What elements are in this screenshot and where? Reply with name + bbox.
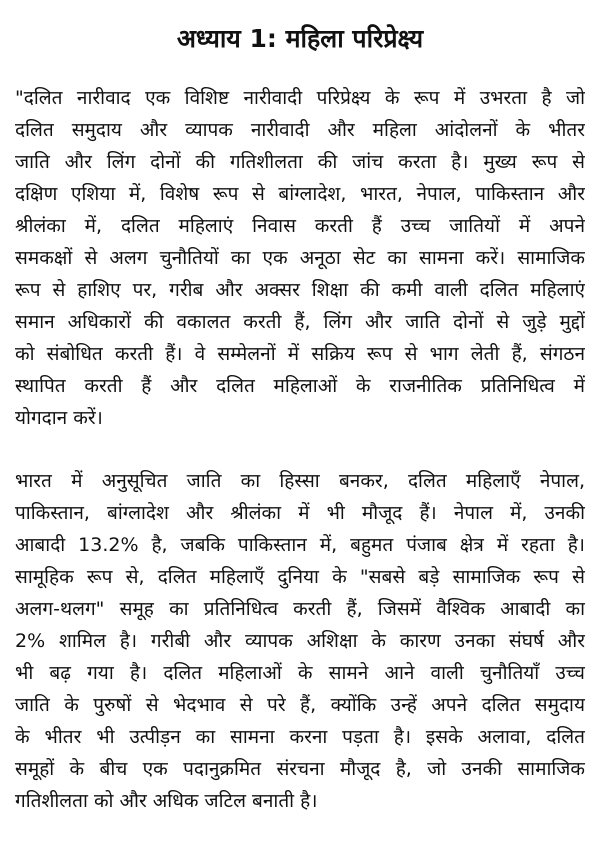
text-line: जाति के पुरुषों से भेदभाव से परे हैं, क्योंकि उन्हें अपने दलित समुदाय	[15, 694, 585, 716]
paragraph-2	[15, 465, 585, 817]
chapter-title: अध्याय 1: महिला परिप्रेक्ष्य	[176, 23, 424, 53]
text-line: "दलित नारीवाद एक विशिष्ट नारीवादी परिप्रेक्ष्य के रूप में उभरता है जो	[15, 87, 585, 109]
text-line: पाकिस्तान, बांग्लादेश और श्रीलंका में भी मौजूद हैं। नेपाल में, उनकी	[15, 502, 585, 524]
text-line: रूप से हाशिए पर, गरीब और अक्सर शिक्षा की कमी वाली दलित महिलाएं	[15, 279, 585, 301]
text-line: योगदान करें।	[15, 407, 103, 429]
text-line: समान अधिकारों की वकालत करती हैं, लिंग और जाति दोनों से जुड़े मुद्दों	[15, 311, 585, 333]
text-line: समूहों के बीच एक पदानुक्रमित संरचना मौजूद है, जो उनकी सामाजिक	[15, 758, 585, 780]
text-line: दक्षिण एशिया में, विशेष रूप से बांग्लादेश, भारत, नेपाल, पाकिस्तान और	[15, 183, 585, 205]
text-line: अलग-थलग" समूह का प्रतिनिधित्व करती हैं, जिसमें वैश्विक आबादी का	[15, 598, 585, 620]
text-line: सामूहिक रूप से, दलित महिलाएँ दुनिया के "सबसे बड़े सामाजिक रूप से	[15, 566, 585, 588]
text-line: भारत में अनुसूचित जाति का हिस्सा बनकर, दलित महिलाएँ नेपाल,	[15, 470, 585, 492]
text-line: दलित समुदाय और व्यापक नारीवादी और महिला आंदोलनों के भीतर	[15, 119, 585, 141]
paragraph-1	[15, 82, 585, 434]
text-line: स्थापित करती हैं और दलित महिलाओं के राजनीतिक प्रतिनिधित्व में	[15, 375, 585, 397]
text-line: को संबोधित करती हैं। वे सम्मेलनों में सक्रिय रूप से भाग लेती हैं, संगठन	[15, 343, 585, 365]
text-line: 2% शामिल है। गरीबी और व्यापक अशिक्षा के कारण उनका संघर्ष और	[15, 630, 585, 652]
text-line: आबादी 13.2% है, जबकि पाकिस्तान में, बहुमत पंजाब क्षेत्र में रहता है।	[15, 534, 585, 556]
text-line: श्रीलंका में, दलित महिलाएं निवास करती हैं उच्च जातियों में अपने	[15, 215, 585, 237]
text-line: जाति और लिंग दोनों की गतिशीलता की जांच करता है। मुख्य रूप से	[15, 151, 585, 173]
text-line: भी बढ़ गया है। दलित महिलाओं के सामने आने वाली चुनौतियाँ उच्च	[15, 662, 585, 684]
text-line: समकक्षों से अलग चुनौतियों का एक अनूठा सेट का सामना करें। सामाजिक	[15, 247, 585, 269]
text-line: के भीतर भी उत्पीड़न का सामना करना पड़ता है। इसके अलावा, दलित	[15, 726, 585, 748]
text-line: गतिशीलता को और अधिक जटिल बनाती है।	[15, 790, 318, 812]
